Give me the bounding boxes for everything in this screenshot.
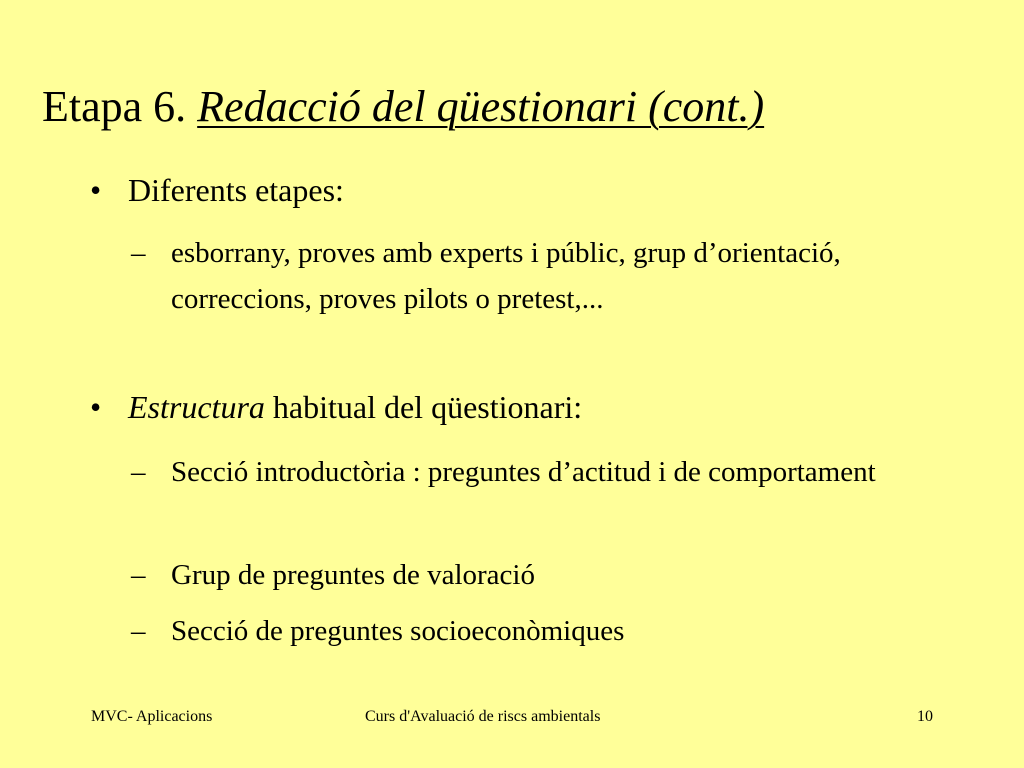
- bullet-marker: •: [90, 389, 102, 425]
- sub-bullet-marker: –: [131, 456, 146, 488]
- page-number: 10: [917, 708, 933, 725]
- bullet-marker: •: [90, 172, 102, 208]
- bullet-text: habitual del qüestionari:: [264, 389, 583, 425]
- sub-bullet-text: Secció de preguntes socioeconòmiques: [171, 615, 625, 647]
- footer-center: Curs d'Avaluació de riscs ambientals: [365, 708, 601, 725]
- title-emphasis: Redacció del qüestionari (cont.): [197, 82, 765, 131]
- sub-bullet-text: esborrany, proves amb experts i públic, grup d’orientació, correccions, proves pilots o pretest,...: [171, 237, 841, 315]
- sub-bullet-marker: –: [131, 559, 146, 591]
- sub-bullet-marker: –: [131, 237, 146, 269]
- slide-title: [42, 82, 764, 133]
- bullet-text-container: [128, 388, 582, 427]
- title-main: Etapa 6.: [42, 82, 187, 131]
- bullet-text: Diferents etapes:: [128, 172, 344, 208]
- footer-left: MVC- Aplicacions: [91, 708, 213, 725]
- sub-bullet-text: Grup de preguntes de valoració: [171, 559, 535, 591]
- bullet-italic-lead: Estructura: [128, 389, 265, 425]
- sub-bullet-marker: –: [131, 615, 146, 647]
- sub-bullet-text: Secció introductòria : preguntes d’actitud i de comportament: [171, 456, 876, 488]
